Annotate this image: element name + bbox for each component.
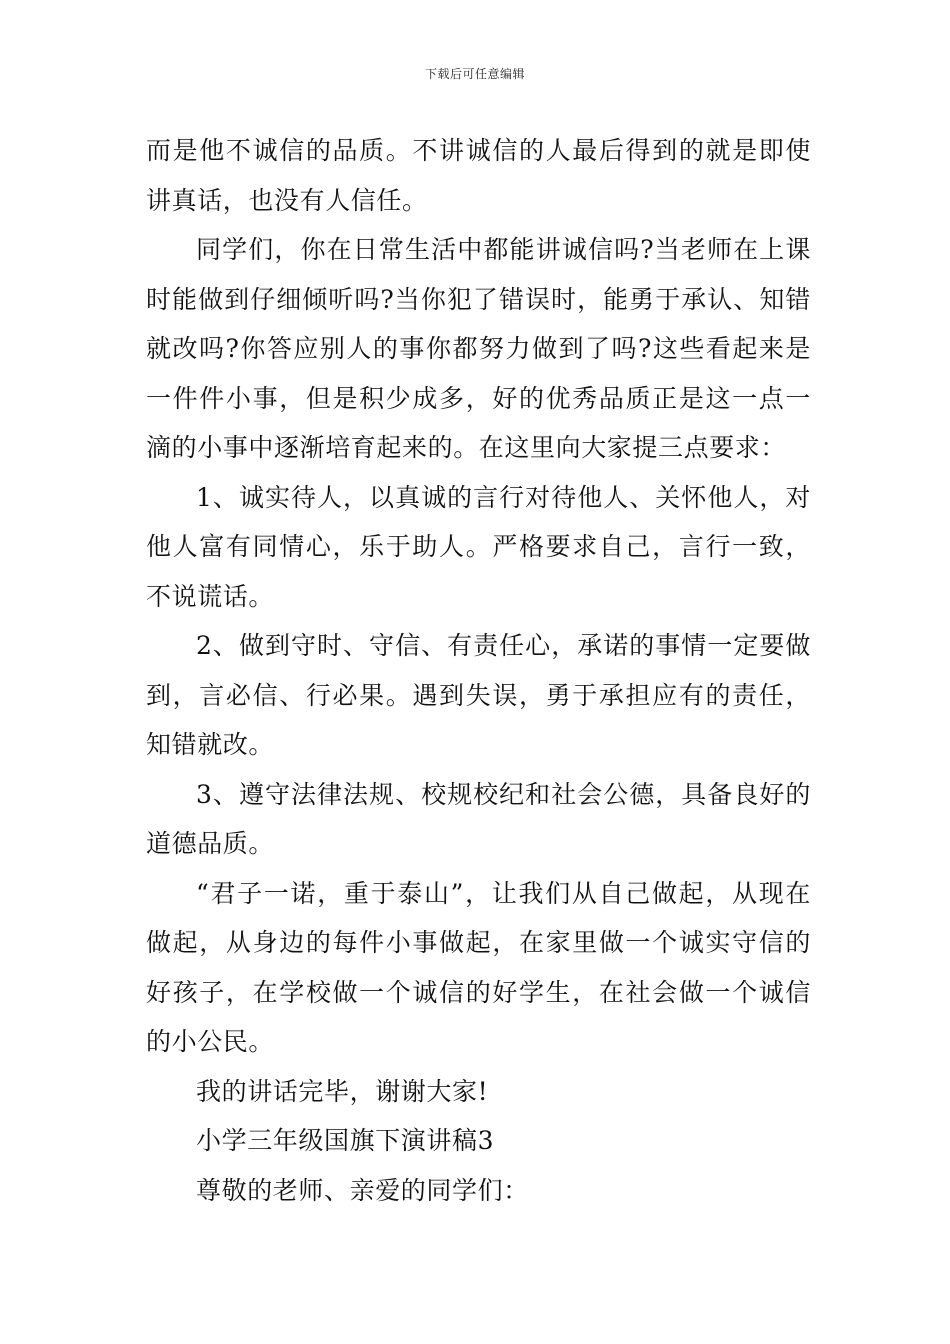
paragraph-questions: 同学们，你在日常生活中都能讲诚信吗?当老师在上课时能做到仔细倾听吗?当你犯了错误时，能勇于承认、知错就改吗?你答应别人的事你都努力做到了吗?这些看起来是一件件小事，但是积少成多，好的优秀品质正是这一点一滴的小事中逐渐培育起来的。在这里向大家提三点要求： [146, 235, 811, 462]
document-body [146, 126, 811, 1215]
paragraph-continuation: 而是他不诚信的品质。不讲诚信的人最后得到的就是即使讲真话，也没有人信任。 [146, 136, 811, 215]
paragraph-closing-appeal: “君子一诺，重于泰山”，让我们从自己做起，从现在做起，从身边的每件小事做起，在家里做一个诚实守信的好孩子，在学校做一个诚信的好学生，在社会做一个诚信的小公民。 [146, 878, 811, 1056]
section-title: 小学三年级国旗下演讲稿3 [196, 1126, 495, 1155]
paragraph-requirement-1: 1、诚实待人，以真诚的言行对待他人、关怀他人，对他人富有同情心，乐于助人。严格要求自己，言行一致，不说谎话。 [146, 482, 811, 611]
paragraph-requirement-3: 3、遵守法律法规、校规校纪和社会公德，具备良好的道德品质。 [146, 779, 811, 858]
paragraph-thanks: 我的讲话完毕，谢谢大家! [196, 1076, 489, 1106]
page-header: 下载后可任意编辑 [424, 67, 525, 81]
paragraph-requirement-2: 2、做到守时、守信、有责任心，承诺的事情一定要做到，言必信、行必果。遇到失误，勇于承担应有的责任，知错就改。 [146, 631, 811, 759]
paragraph-salutation: 尊敬的老师、亲爱的同学们： [196, 1175, 529, 1205]
